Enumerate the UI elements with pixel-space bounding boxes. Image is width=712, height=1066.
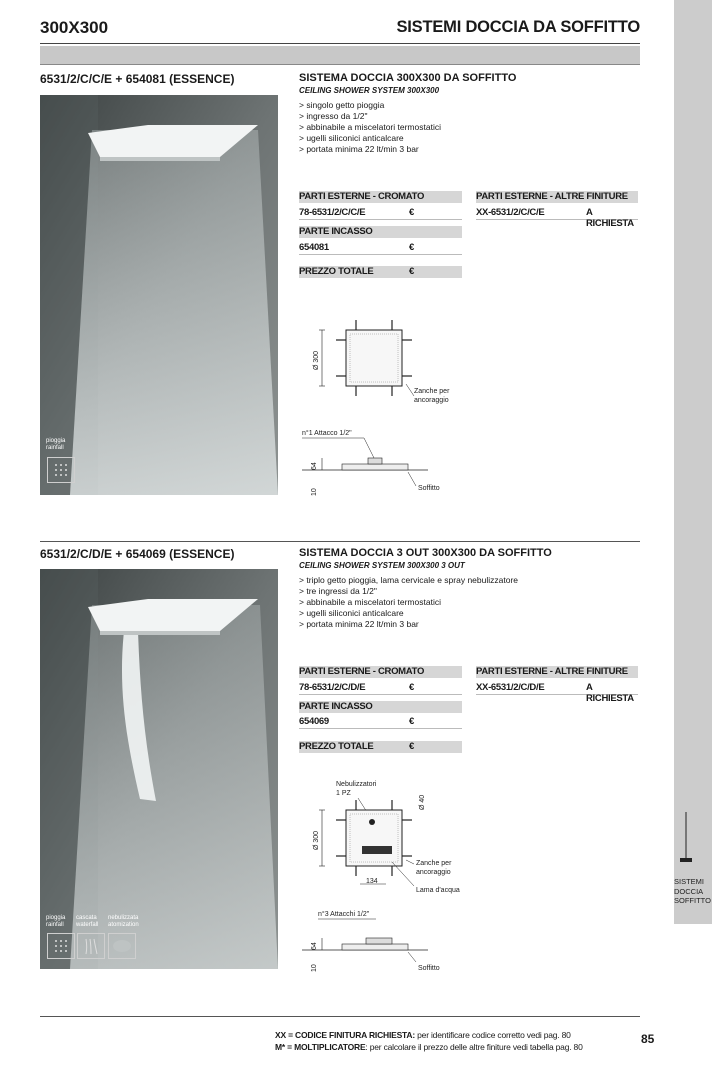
product-photo (40, 95, 278, 495)
svg-text:n°1 Attacco 1/2": n°1 Attacco 1/2" (302, 430, 352, 437)
svg-text:Ø 40: Ø 40 (419, 794, 426, 810)
svg-text:1 PZ: 1 PZ (336, 790, 351, 797)
product-code-title: 6531/2/C/D/E + 654069 (ESSENCE) (40, 547, 235, 561)
ext-chrome-label: PARTI ESTERNE - CROMATO (299, 191, 462, 203)
incasso-row: 654069 € (299, 716, 462, 729)
feature-item: > ugelli siliconici anticalcare (299, 608, 518, 619)
ext-other-row: XX-6531/2/C/C/E A RICHIESTA (476, 207, 638, 220)
svg-text:n°3 Attacchi 1/2": n°3 Attacchi 1/2" (318, 911, 370, 918)
svg-text:Zanche per: Zanche per (416, 860, 452, 867)
technical-drawing (298, 776, 478, 976)
atomization-icon (108, 933, 136, 959)
ext-other-row: XX-6531/2/C/D/E A RICHIESTA (476, 682, 638, 695)
product-photo (40, 569, 278, 969)
feature-item: > tre ingressi da 1/2" (299, 586, 518, 597)
icon-label-rainfall: pioggia rainfall (46, 438, 66, 451)
svg-text:Ø 300: Ø 300 (313, 350, 320, 370)
svg-text:134: 134 (366, 878, 378, 885)
section-title: 300X300 (40, 18, 109, 37)
incasso-label: PARTE INCASSO (299, 226, 462, 238)
feature-item: > ugelli siliconici anticalcare (299, 133, 441, 144)
system-subtitle: CEILING SHOWER SYSTEM 300X300 (299, 86, 440, 95)
waterfall-icon (77, 933, 105, 959)
feature-item: > abbinabile a miscelatori termostatici (299, 597, 518, 608)
svg-text:Soffitto: Soffitto (418, 485, 440, 492)
header-bar (40, 46, 640, 65)
svg-text:64: 64 (311, 942, 318, 950)
ext-chrome-row: 78-6531/2/C/C/E € (299, 207, 462, 220)
svg-text:Soffitto: Soffitto (418, 965, 440, 972)
feature-item: > portata minima 22 lt/min 3 bar (299, 144, 441, 155)
system-title: SISTEMA DOCCIA 300X300 DA SOFFITTO (299, 72, 517, 84)
feature-item: > ingresso da 1/2" (299, 111, 441, 122)
icon-label-atomization: nebulizzata atomization (108, 915, 139, 928)
feature-item: > portata minima 22 lt/min 3 bar (299, 619, 518, 630)
technical-drawing (298, 318, 468, 503)
feature-item: > triplo getto pioggia, lama cervicale e spray nebulizzatore (299, 575, 518, 586)
ext-other-label: PARTI ESTERNE - ALTRE FINITURE (476, 191, 638, 203)
rainfall-icon (47, 457, 75, 483)
icon-label-waterfall: cascata waterfall (76, 915, 99, 928)
product-code-title: 6531/2/C/C/E + 654081 (ESSENCE) (40, 72, 235, 86)
svg-text:Lama d'acqua: Lama d'acqua (416, 887, 460, 894)
svg-text:64: 64 (311, 462, 318, 470)
system-subtitle: CEILING SHOWER SYSTEM 300X300 3 OUT (299, 561, 465, 570)
catalog-title: SISTEMI DOCCIA DA SOFFITTO (396, 18, 640, 36)
total-price-row: PREZZO TOTALE € (299, 266, 462, 278)
side-label: SISTEMI DOCCIA SOFFITTO (674, 877, 711, 905)
ceiling-shower-icon (676, 810, 696, 872)
svg-text:Zanche per: Zanche per (414, 388, 450, 395)
ext-other-label: PARTI ESTERNE - ALTRE FINITURE (476, 666, 638, 678)
feature-list (299, 100, 441, 155)
header-divider (40, 43, 640, 44)
svg-text:10: 10 (311, 488, 318, 496)
icon-label-rainfall: pioggia rainfall (46, 915, 66, 928)
footer-note-m: M* = MOLTIPLICATORE: per calcolare il prezzo delle altre finiture vedi tabella pag. 80 (275, 1042, 583, 1052)
svg-text:ancoraggio: ancoraggio (414, 397, 449, 404)
product-separator (40, 541, 640, 542)
page-number: 85 (641, 1032, 655, 1046)
svg-text:10: 10 (311, 964, 318, 972)
footer-note-xx: XX = CODICE FINITURA RICHIESTA: per identificare codice corretto vedi pag. 80 (275, 1030, 571, 1040)
incasso-label: PARTE INCASSO (299, 701, 462, 713)
system-title: SISTEMA DOCCIA 3 OUT 300X300 DA SOFFITTO (299, 547, 552, 559)
footer-divider (40, 1016, 640, 1017)
incasso-row: 654081 € (299, 242, 462, 255)
ext-chrome-label: PARTI ESTERNE - CROMATO (299, 666, 462, 678)
feature-item: > abbinabile a miscelatori termostatici (299, 122, 441, 133)
svg-text:Nebulizzatori: Nebulizzatori (336, 781, 377, 788)
svg-text:ancoraggio: ancoraggio (416, 869, 451, 876)
rainfall-icon (47, 933, 75, 959)
svg-text:Ø 300: Ø 300 (313, 830, 320, 850)
feature-list (299, 575, 518, 630)
total-price-row: PREZZO TOTALE € (299, 741, 462, 753)
ext-chrome-row: 78-6531/2/C/D/E € (299, 682, 462, 695)
side-tab (674, 0, 712, 924)
feature-item: > singolo getto pioggia (299, 100, 441, 111)
